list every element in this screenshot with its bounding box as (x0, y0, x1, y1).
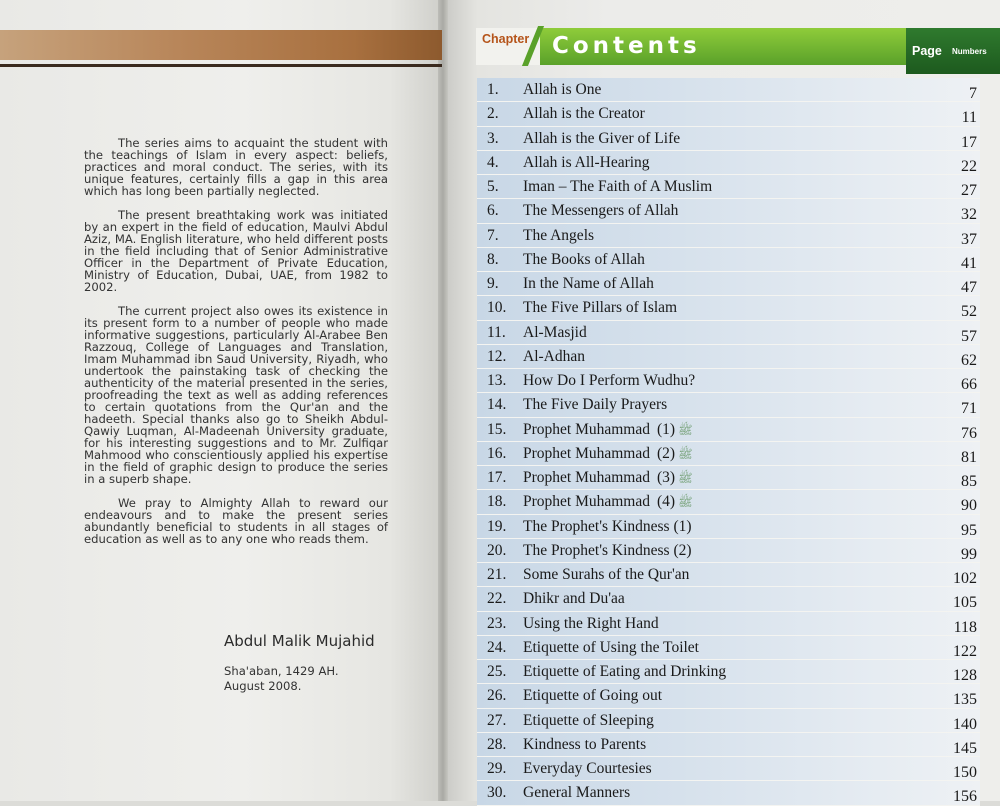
chapter-label: Chapter (476, 28, 540, 65)
chapter-number: 27. (487, 711, 507, 729)
page-number: 22 (961, 157, 977, 175)
chapter-title: Prophet Muhammad (523, 444, 650, 462)
top-decorative-rule (0, 64, 442, 67)
chapter-title: Allah is the Giver of Life (523, 129, 681, 147)
chapter-title-suffix (657, 445, 693, 464)
author-name: Abdul Malik Mujahid (224, 632, 375, 650)
chapter-title: The Angels (523, 226, 595, 244)
chapter-title: Using the Right Hand (523, 614, 659, 632)
chapter-title: General Manners (523, 784, 631, 802)
page-label: Page (912, 44, 942, 58)
chapter-title: Etiquette of Going out (523, 687, 663, 705)
chapter-number: 5. (487, 178, 499, 195)
chapter-number: 6. (487, 202, 499, 220)
chapter-number: 21. (487, 566, 507, 583)
chapter-title: The Five Daily Prayers (523, 396, 668, 414)
chapter-number: 2. (487, 105, 499, 123)
toc-row (477, 224, 980, 248)
toc-row (477, 781, 980, 805)
page-number: 81 (961, 448, 977, 466)
chapter-number: 10. (487, 299, 507, 317)
chapter-number: 7. (487, 226, 499, 244)
chapter-number: 15. (487, 420, 507, 438)
page-number: 47 (961, 279, 977, 296)
toc-row (477, 369, 980, 393)
chapter-number: 14. (487, 396, 507, 414)
page-number: 27 (961, 182, 977, 199)
page-number: 66 (961, 376, 977, 393)
toc-row (477, 418, 980, 442)
chapter-title: Kindness to Parents (523, 735, 647, 753)
chapter-number: 16. (487, 444, 507, 462)
page-number: 122 (953, 642, 977, 660)
date-hijri: Sha'aban, 1429 AH. (224, 664, 339, 678)
chapter-number: 28. (487, 735, 507, 753)
page-number: 95 (961, 521, 977, 539)
page-number: 135 (953, 691, 977, 709)
chapter-number: 18. (487, 493, 507, 511)
chapter-title: Dhikr and Du'aa (523, 590, 625, 608)
chapter-number: 1. (487, 81, 499, 98)
toc-row (477, 660, 980, 684)
chapter-number: 9. (487, 275, 499, 292)
toc-row (477, 272, 980, 296)
toc-row (477, 684, 980, 708)
chapter-number: 20. (487, 541, 507, 559)
chapter-number: 19. (487, 517, 507, 535)
toc-row (477, 393, 980, 417)
chapter-title: The Books of Allah (523, 250, 645, 268)
chapter-title: Etiquette of Using the Toilet (523, 638, 699, 656)
toc-row (477, 151, 980, 175)
intro-paragraph: The series aims to acquaint the student with the teachings of Islam in every aspect: beliefs, practices and moral conduct. The series, with its unique features, certainly fills a gap in this area which has long been partially neglected. (84, 136, 388, 198)
toc-row (477, 296, 980, 320)
toc-row (477, 127, 980, 151)
chapter-number: 29. (487, 760, 507, 777)
chapter-number: 30. (487, 784, 507, 802)
page-number: 37 (961, 230, 977, 248)
toc-row (477, 490, 980, 514)
page-number: 32 (961, 206, 977, 224)
page-number: 76 (961, 424, 977, 442)
page-number: 71 (961, 400, 977, 418)
pbuh-symbol: ﷺ (675, 446, 693, 461)
chapter-title: Allah is All-Hearing (523, 153, 650, 171)
publication-date (224, 664, 339, 694)
chapter-title: Etiquette of Sleeping (523, 711, 654, 729)
toc-row (477, 175, 980, 199)
chapter-title: Prophet Muhammad (523, 420, 650, 438)
introduction-text (84, 137, 388, 557)
chapter-title-suffix (657, 469, 693, 488)
toc-row (477, 636, 980, 660)
page-number: 105 (953, 594, 977, 612)
chapter-number: 11. (487, 323, 506, 341)
page-number: 102 (953, 570, 977, 587)
part-suffix: (2) (657, 444, 676, 462)
page-number: 7 (969, 85, 977, 102)
chapter-number: 8. (487, 250, 499, 268)
toc-row (477, 248, 980, 272)
page-number: 85 (961, 473, 977, 490)
page-number: 156 (953, 788, 977, 806)
toc-row (477, 587, 980, 611)
date-gregorian: August 2008. (224, 679, 302, 693)
chapter-title: Everyday Courtesies (523, 760, 652, 777)
page-number: 128 (953, 667, 977, 684)
page-number: 140 (953, 715, 977, 733)
chapter-title: Al-Adhan (523, 347, 585, 365)
chapter-title: Al-Masjid (523, 323, 587, 341)
intro-paragraph: We pray to Almighty Allah to reward our endeavours and to make the present series abundantly beneficial to students in all stages of education as well as to any one who reads them. (84, 496, 388, 546)
toc-row (477, 199, 980, 223)
page-number: 145 (953, 739, 977, 757)
toc-row (477, 563, 980, 587)
contents-title: Contents (552, 33, 701, 59)
top-decorative-band (0, 30, 442, 60)
chapter-title: Etiquette of Eating and Drinking (523, 663, 727, 680)
page-number: 52 (961, 303, 977, 321)
toc-row (477, 612, 980, 636)
toc-row (477, 466, 980, 490)
page-number: 41 (961, 254, 977, 272)
page-number: 118 (953, 618, 977, 636)
pbuh-symbol: ﷺ (675, 422, 693, 437)
numbers-label: Numbers (952, 47, 987, 56)
chapter-number: 12. (487, 347, 507, 365)
toc-row (477, 709, 980, 733)
chapter-number: 26. (487, 687, 507, 705)
chapter-title: The Messengers of Allah (523, 202, 679, 220)
toc-row (477, 539, 980, 563)
chapter-number: 3. (487, 129, 499, 147)
chapter-title: Allah is One (523, 81, 602, 98)
page-number: 62 (961, 351, 977, 369)
pbuh-symbol: ﷺ (675, 471, 693, 485)
chapter-title: The Five Pillars of Islam (523, 299, 678, 317)
chapter-number: 24. (487, 638, 507, 656)
chapter-title: Prophet Muhammad (523, 469, 650, 486)
page-number: 57 (961, 327, 977, 345)
chapter-number: 23. (487, 614, 507, 632)
chapter-title: Prophet Muhammad (523, 493, 650, 511)
table-of-contents (477, 78, 980, 806)
toc-row (477, 757, 980, 781)
chapter-title: Some Surahs of the Qur'an (523, 566, 690, 583)
toc-row (477, 515, 980, 539)
toc-row (477, 102, 980, 126)
toc-row (477, 733, 980, 757)
chapter-title: The Prophet's Kindness (1) (523, 517, 692, 535)
page-number: 150 (953, 764, 977, 781)
page-number: 17 (961, 133, 977, 151)
chapter-title-suffix (657, 493, 693, 512)
toc-row (477, 345, 980, 369)
chapter-title: In the Name of Allah (523, 275, 654, 292)
toc-row (477, 78, 980, 102)
part-suffix: (1) (657, 420, 676, 438)
part-suffix: (3) (657, 469, 676, 486)
chapter-title: Iman – The Faith of A Muslim (523, 178, 713, 195)
intro-paragraph: The current project also owes its existence in its present form to a number of people who made informative suggestions, particularly Al-Arabee Ben Razzouq, College of Languages and Translation, Imam Muhammad ibn Saud University, Riyadh, who undertook the painstaking task of checking the authenticity of the material presented in the series, proofreading the text as well as adding references to certain quotations from the Qur'an and the hadeeth. Special thanks also go to Sheikh Abdul-Qawiy Luqman, Al-Madeenah University graduate, for his interesting suggestions and to Mr. Zulfiqar Mahmood who conscientiously applied his expertise in the field of graphic design to produce the series in a superb shape. (84, 304, 388, 486)
chapter-number: 22. (487, 590, 507, 608)
page-number: 11 (961, 109, 977, 127)
chapter-number: 13. (487, 372, 507, 389)
pbuh-symbol: ﷺ (675, 495, 693, 510)
toc-row (477, 321, 980, 345)
page-number: 90 (961, 497, 977, 515)
book-gutter (438, 0, 448, 801)
intro-paragraph: The present breathtaking work was initiated by an expert in the field of education, Maulvi Abdul Aziz, MA. English literature, who held different posts in the field including that of Senior Administrative Officer in the Department of Private Education, Ministry of Education, Dubai, UAE, from 1982 to 2002. (84, 208, 388, 294)
chapter-title: Allah is the Creator (523, 105, 645, 123)
chapter-number: 17. (487, 469, 507, 486)
chapter-title: How Do I Perform Wudhu? (523, 372, 696, 389)
chapter-title: The Prophet's Kindness (2) (523, 541, 692, 559)
chapter-number: 25. (487, 663, 507, 680)
chapter-number: 4. (487, 153, 499, 171)
chapter-title-suffix (657, 421, 693, 440)
toc-row (477, 442, 980, 466)
page-number: 99 (961, 545, 977, 563)
part-suffix: (4) (657, 493, 676, 511)
